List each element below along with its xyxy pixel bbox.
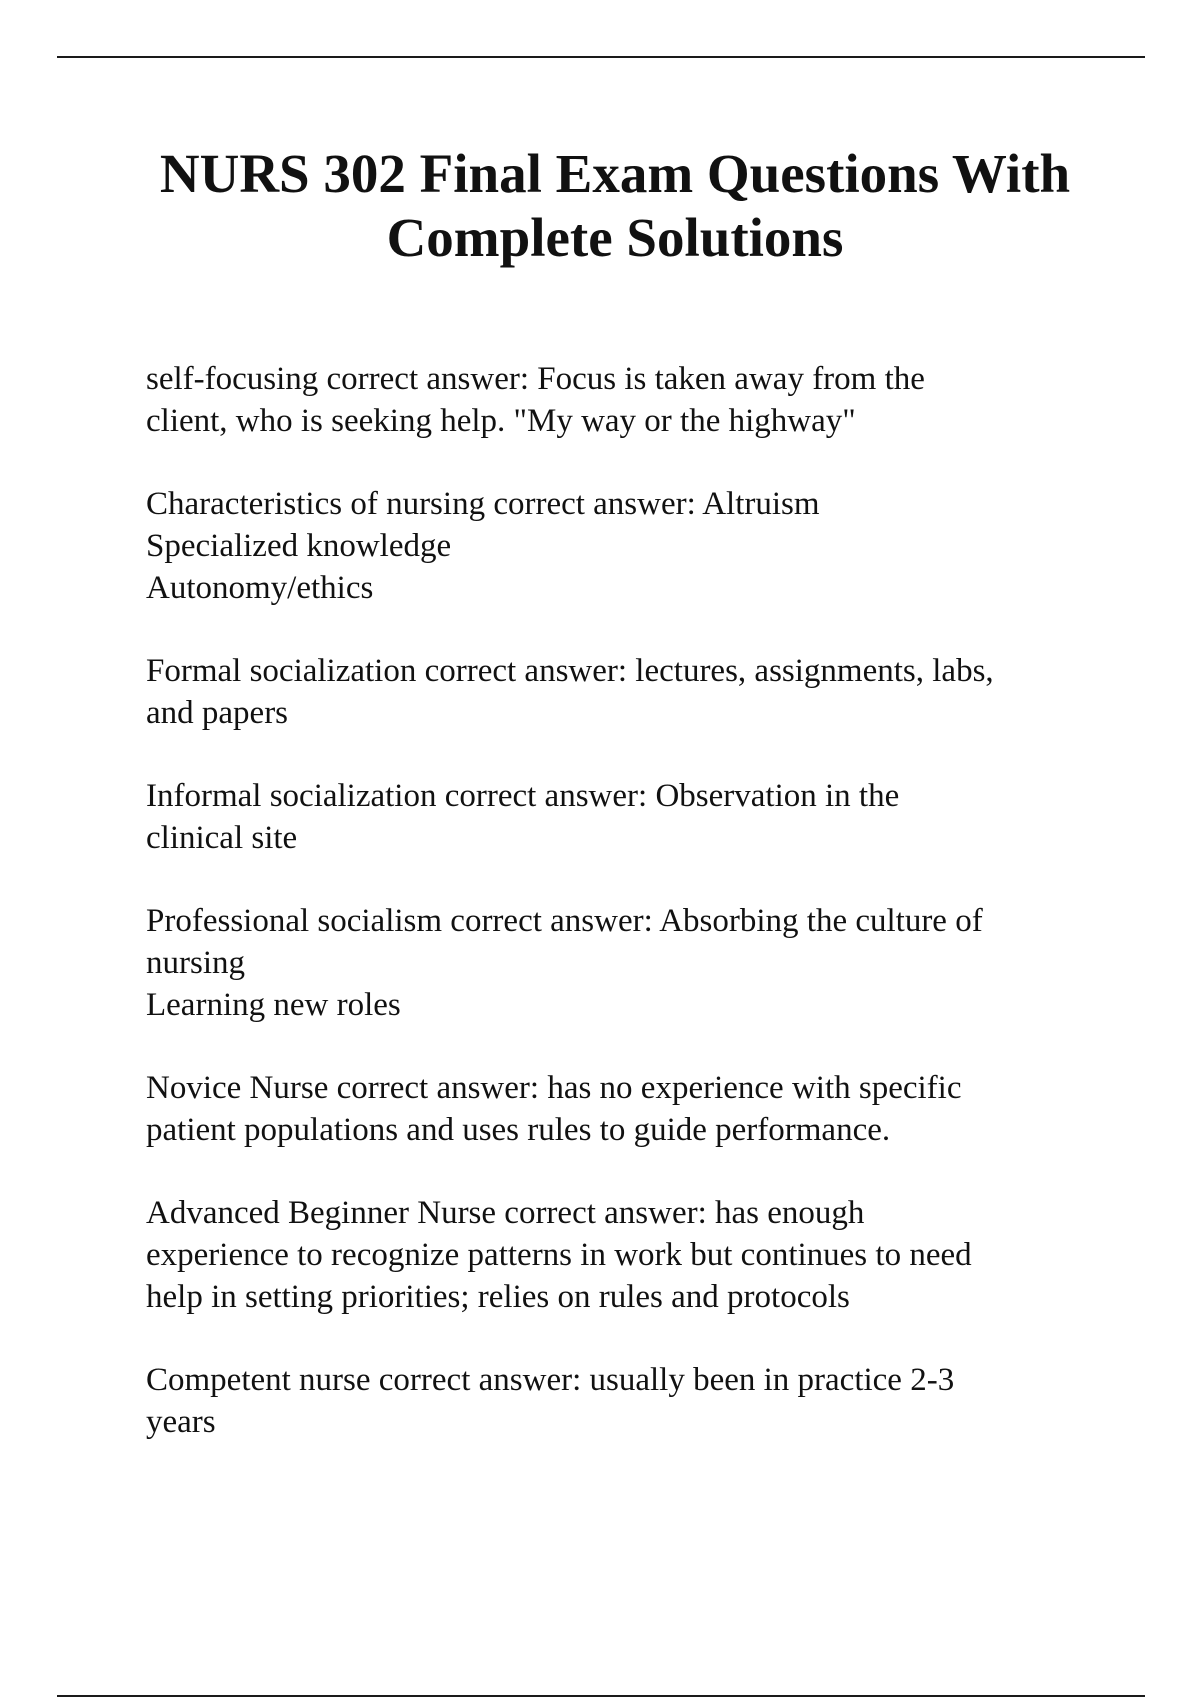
- qa-line: Competent nurse correct answer: usually been in practice 2-3: [146, 1362, 955, 1398]
- qa-line: years: [146, 1404, 216, 1440]
- qa-line: Autonomy/ethics: [146, 570, 374, 606]
- qa-entry: [146, 1067, 1106, 1151]
- qa-list: [146, 358, 1106, 1484]
- qa-line: clinical site: [146, 820, 298, 856]
- qa-line: Advanced Beginner Nurse correct answer: has enough: [146, 1195, 865, 1231]
- title-line: Complete Solutions: [386, 207, 844, 268]
- qa-entry: [146, 775, 1106, 859]
- qa-line: self-focusing correct answer: Focus is taken away from the: [146, 361, 925, 397]
- qa-line: Formal socialization correct answer: lectures, assignments, labs,: [146, 653, 994, 689]
- qa-entry: [146, 1192, 1106, 1318]
- title-line: NURS 302 Final Exam Questions With: [159, 143, 1071, 204]
- document-title: [110, 142, 1120, 270]
- qa-line: patient populations and uses rules to guide performance.: [146, 1112, 891, 1148]
- qa-line: help in setting priorities; relies on rules and protocols: [146, 1279, 850, 1315]
- qa-line: nursing: [146, 945, 245, 981]
- qa-line: Characteristics of nursing correct answer: Altruism: [146, 486, 820, 522]
- qa-line: Professional socialism correct answer: Absorbing the culture of: [146, 903, 983, 939]
- qa-entry: [146, 900, 1106, 1026]
- qa-line: client, who is seeking help. "My way or the highway": [146, 403, 856, 439]
- qa-entry: [146, 358, 1106, 442]
- qa-entry: [146, 1359, 1106, 1443]
- qa-entry: [146, 483, 1106, 609]
- qa-line: and papers: [146, 695, 289, 731]
- qa-line: Specialized knowledge: [146, 528, 452, 564]
- qa-entry: [146, 650, 1106, 734]
- qa-line: Novice Nurse correct answer: has no experience with specific: [146, 1070, 962, 1106]
- qa-line: experience to recognize patterns in work but continues to need: [146, 1237, 972, 1273]
- footer-rule: [57, 1695, 1145, 1697]
- header-rule: [57, 56, 1145, 58]
- qa-line: Learning new roles: [146, 987, 401, 1023]
- qa-line: Informal socialization correct answer: Observation in the: [146, 778, 900, 814]
